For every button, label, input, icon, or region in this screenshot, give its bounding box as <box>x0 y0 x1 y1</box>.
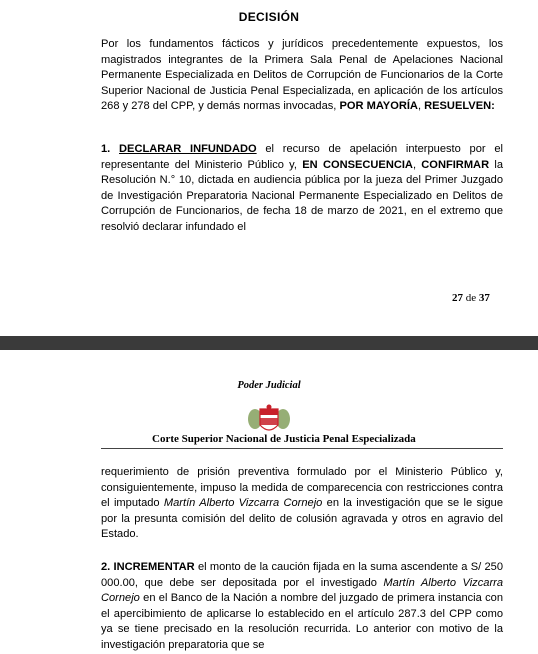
item-1-text-b: la Resolución N.° 10, dictada en audiencia pública por la jueza del Primer Juzgado de Investigación Preparatoria Nacional Permanente Especializado en Delitos de Corrupción de Funcionarios, de fecha 18 de marzo de 2021, en el extremo que resolvió declarar infundado el <box>101 158 503 233</box>
page-number-total: 37 <box>478 292 490 304</box>
item-2-number: 2. <box>101 561 114 573</box>
item-1-cont-text-a: requerimiento de prisión preventiva formulado por el Ministerio Público y, consiguientemente, impuso la medida de comparecencia con restricciones contra el imputado <box>101 466 503 510</box>
intro-bold-majority: POR MAYORÍA <box>339 100 418 113</box>
item-2-name: Martín Alberto Vizcarra Cornejo <box>101 576 503 605</box>
resolution-item-2 <box>101 560 503 654</box>
item-1-text-a: el recurso de apelación interpuesto por el representante del Ministerio Público y, <box>101 143 503 171</box>
court-name: Corte Superior Nacional de Justicia Penal Especializada <box>152 433 416 445</box>
document-page-28 <box>0 350 538 651</box>
intro-text: Por los fundamentos fácticos y jurídicos precedentemente expuestos, los magistrados integrantes de la Primera Sala Penal de Apelaciones Nacional Permanente Especializada en Delitos de Corrupción de Funcionarios de la Corte Superior Nacional de Justicia Penal Especializada, en aplicación de los artículos 268 y 278 del CPP, y demás normas invocadas, <box>101 38 503 113</box>
intro-separator: , <box>417 100 425 113</box>
item-2-bold-increase: INCREMENTAR <box>113 561 195 573</box>
decision-intro-paragraph <box>101 37 503 115</box>
header-rule <box>101 448 503 449</box>
coat-of-arms-icon <box>0 378 538 438</box>
item-1-bold-consequence: EN CONSECUENCIA <box>302 158 413 171</box>
page-number-current: 27 <box>452 292 463 304</box>
page-number-de: de <box>463 292 479 304</box>
poder-judicial-label: Poder Judicial <box>237 380 301 391</box>
section-title: DECISIÓN <box>238 10 300 24</box>
item-1-bold-declare: DECLARAR INFUNDADO <box>119 143 257 155</box>
item-1-cont-name: Martín Alberto Vizcarra Cornejo <box>163 497 323 510</box>
item-1-bold-confirm: CONFIRMAR <box>421 158 490 171</box>
intro-bold-resolve: RESUELVEN: <box>424 100 495 113</box>
item-2-text-a: el monto de la caución fijada en la suma ascendente a S/ 250 000.00, que debe ser depositada por el investigado <box>101 561 503 589</box>
item-1-number: 1. <box>101 143 120 155</box>
page-separator <box>0 336 538 350</box>
item-2-text-b: en el Banco de la Nación a nombre del juzgado de primera instancia con el apercibimiento de aplicarse lo establecido en el artículo 287.3 del CPP como ya se tiene precisado en la resolución recurrida. Lo anterior con motivo de la investigación preparatoria que se <box>101 592 503 651</box>
resolution-item-1-continued <box>101 465 503 543</box>
resolution-item-1 <box>101 142 503 236</box>
item-1-separator: , <box>412 158 422 171</box>
item-1-cont-text-b: en la investigación que se le sigue por la presunta comisión del delito de colusión agravada y otros en agravio del Estado. <box>101 497 503 541</box>
page-number <box>452 292 490 304</box>
